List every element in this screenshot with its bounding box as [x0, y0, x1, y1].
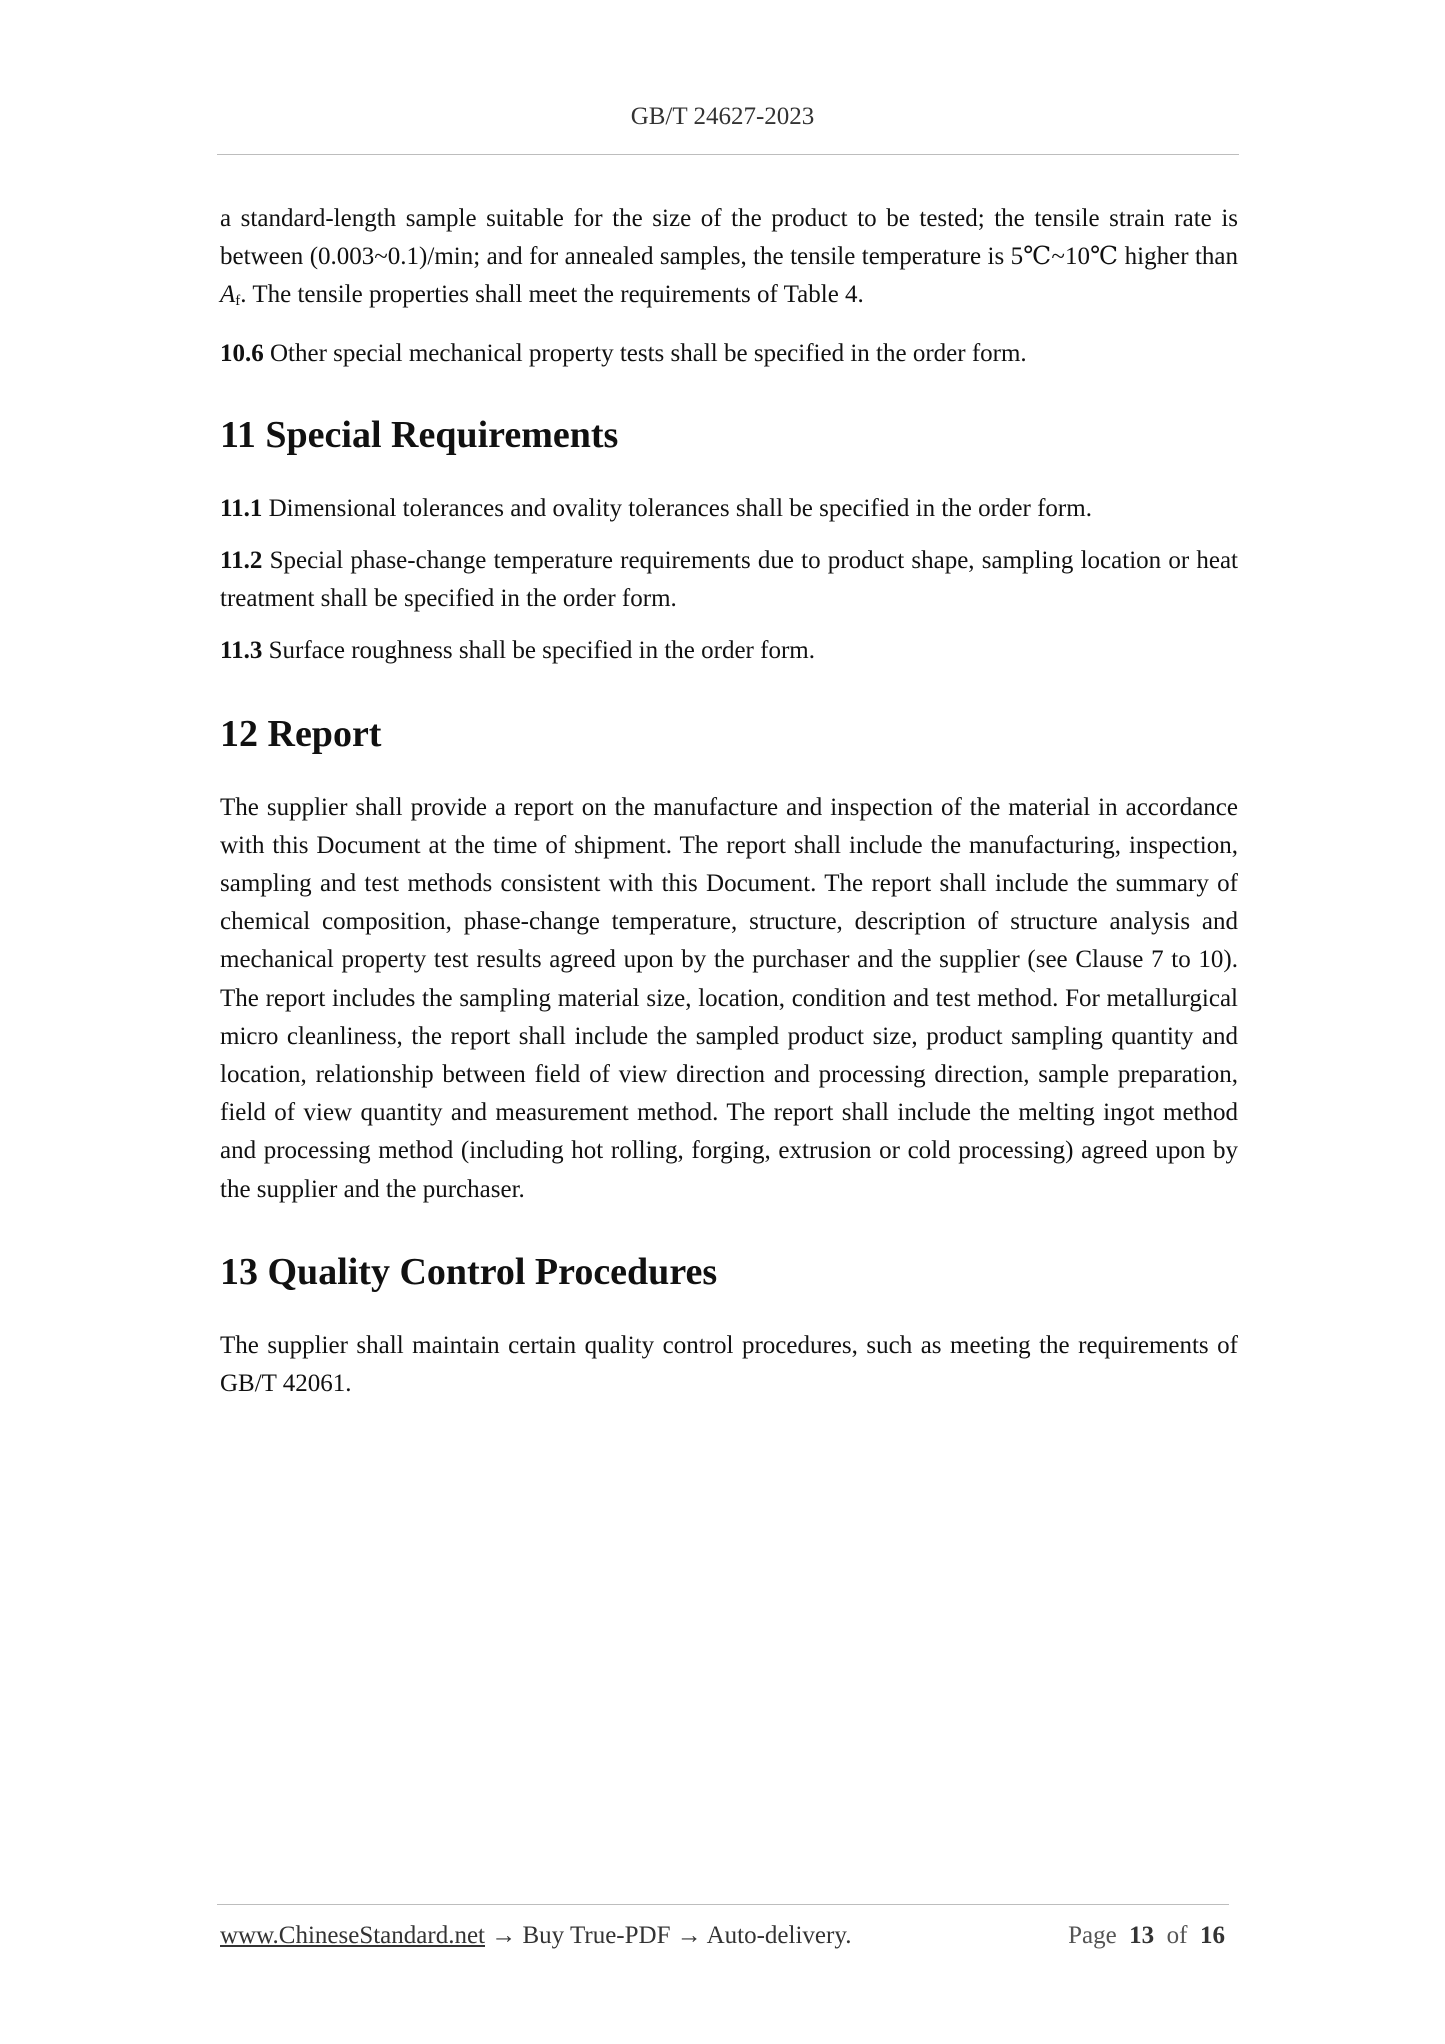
footer-divider: [217, 1904, 1229, 1905]
clause-11-2: [220, 542, 1238, 618]
clause-text: Special phase-change temperature requirements due to product shape, sampling location or heat treatment shall be specified in the order form.: [220, 547, 1238, 613]
clause-text: Surface roughness shall be specified in the order form.: [262, 637, 815, 665]
intro-text-after: . The tensile properties shall meet the requirements of Table 4.: [240, 281, 864, 309]
current-page-number: 13: [1129, 1922, 1155, 1949]
intro-paragraph: [220, 200, 1238, 321]
page-of-label: of: [1166, 1922, 1188, 1949]
clause-11-3: [220, 632, 1238, 670]
document-header-id: GB/T 24627-2023: [630, 103, 815, 130]
section-12-body: The supplier shall provide a report on the manufacture and inspection of the material in accordance with this Document at the time of shipment. The report shall include the manufacturing, inspection, sampling and test methods consistent with this Document. The report shall include the summary of chemical composition, phase-change temperature, structure, description of structure analysis and mechanical property test results agreed upon by the purchaser and the supplier (see Clause 7 to 10). The report includes the sampling material size, location, condition and test method. For metallurgical micro cleanliness, the report shall include the sampled product size, product sampling quantity and location, relationship between field of view direction and processing direction, sample preparation, field of view quantity and measurement method. The report shall include the melting ingot method and processing method (including hot rolling, forging, extrusion or cold processing) agreed upon by the supplier and the purchaser.: [220, 793, 1238, 1203]
clause-number: 11.3: [220, 637, 263, 665]
total-page-number: 16: [1200, 1922, 1225, 1949]
clause-number: 11.2: [220, 547, 263, 575]
clause-10-6: [220, 335, 1238, 373]
af-symbol-letter: A: [220, 281, 236, 309]
footer-promo: [220, 1922, 851, 1950]
clause-text: Dimensional tolerances and ovality tolerances shall be specified in the order form.: [262, 494, 1092, 522]
clause-11-1: [220, 490, 1238, 528]
page-indicator: [1068, 1922, 1225, 1950]
clause-text: Other special mechanical property tests shall be specified in the order form.: [263, 339, 1027, 367]
clause-number: 10.6: [220, 339, 264, 367]
page-content: [220, 200, 1238, 1403]
website-link[interactable]: www.ChineseStandard.net: [220, 1922, 485, 1949]
section-13-body: The supplier shall maintain certain quality control procedures, such as meeting the requirements of GB/T 42061.: [220, 1331, 1238, 1398]
header-divider: [217, 154, 1239, 155]
page-label: Page: [1068, 1922, 1117, 1949]
clause-number: 11.1: [220, 494, 263, 522]
intro-text-before: a standard-length sample suitable for the size of the product to be tested; the tensile strain rate is between (0.003~0.1)/min; and for annealed samples, the tensile temperature is 5℃~10℃ higher than: [220, 205, 1238, 271]
section-11-heading: 11 Special Requirements: [220, 413, 619, 456]
footer-promo-text: → Buy True-PDF → Auto-delivery.: [485, 1922, 852, 1949]
section-13-heading: 13 Quality Control Procedures: [220, 1250, 718, 1293]
af-symbol-subscript: f: [235, 293, 241, 310]
section-12-heading: 12 Report: [220, 712, 382, 755]
af-symbol: [220, 281, 240, 308]
